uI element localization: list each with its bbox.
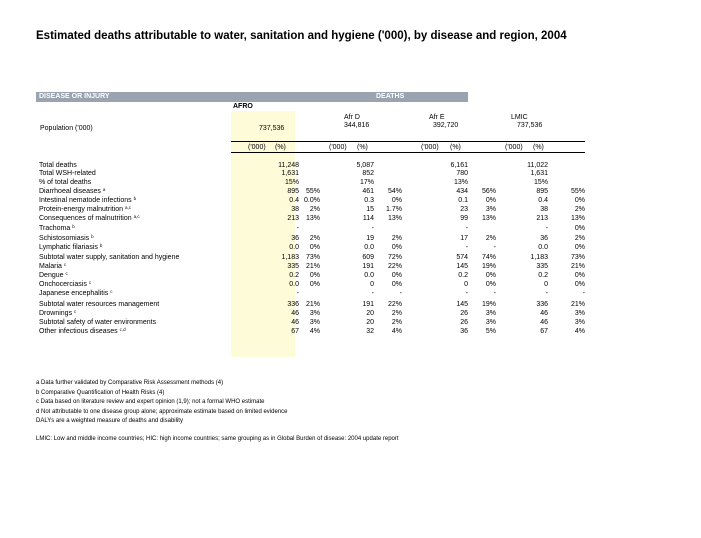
cell-percent: 74% bbox=[481, 254, 496, 261]
region-name-lmic: LMIC bbox=[511, 114, 528, 121]
footnote-marker: c bbox=[65, 271, 68, 276]
cell-deaths: 20 bbox=[366, 319, 374, 326]
footnote-marker: b bbox=[72, 224, 75, 229]
cell-deaths: 46 bbox=[291, 310, 299, 317]
cell-percent: 72% bbox=[387, 254, 402, 261]
cell-percent: 4% bbox=[574, 328, 585, 335]
note-c: c Data based on literature review and expert opinion (1,9); not a formal WHO estimate bbox=[36, 399, 265, 405]
cell-deaths: 336 bbox=[536, 301, 548, 308]
footnote-marker: c,d bbox=[119, 327, 126, 332]
row-label: Subtotal water supply, sanitation and hygiene bbox=[39, 254, 180, 261]
cell-deaths: - bbox=[296, 290, 299, 297]
row-label: Consequences of malnutrition $^{a,c}$ bbox=[39, 214, 140, 222]
cell-deaths: 145 bbox=[456, 263, 468, 270]
table-row bbox=[36, 170, 585, 178]
cell-deaths: 0 bbox=[544, 281, 548, 288]
cell-percent: 2% bbox=[391, 310, 402, 317]
population-label: Population ('000) bbox=[40, 125, 93, 132]
note-dalys: DALYs are a weighted measure of deaths and disability bbox=[36, 418, 183, 424]
unit-header-bottom-rule bbox=[231, 152, 585, 153]
cell-deaths: 17 bbox=[460, 235, 468, 242]
cell-percent: 0% bbox=[309, 244, 320, 251]
cell-deaths: 11,022 bbox=[527, 162, 548, 169]
unit-header: (%) bbox=[357, 144, 368, 151]
footnote-marker: c bbox=[63, 262, 67, 267]
cell-percent: 0% bbox=[391, 272, 402, 279]
footnote-marker: c bbox=[74, 309, 77, 314]
unit-header: ('000) bbox=[421, 144, 439, 151]
table-row bbox=[36, 263, 585, 271]
note-d: d Not attributable to one disease group alone; approximate estimate based on limited evidence bbox=[36, 409, 288, 415]
cell-percent: 3% bbox=[485, 319, 496, 326]
population-afr-e: 392,720 bbox=[433, 122, 459, 129]
cell-deaths: 1,183 bbox=[281, 254, 299, 261]
row-label: Intestinal nematode infections $^b$ bbox=[39, 196, 137, 204]
cell-percent: 2% bbox=[309, 206, 320, 213]
cell-percent: 22% bbox=[387, 301, 402, 308]
cell-deaths: 0.0 bbox=[364, 244, 374, 251]
cell-deaths: 434 bbox=[456, 188, 468, 195]
cell-deaths: 0.2 bbox=[289, 272, 299, 279]
cell-deaths: 67 bbox=[291, 328, 299, 335]
cell-deaths: 145 bbox=[456, 301, 468, 308]
cell-percent: 4% bbox=[309, 328, 320, 335]
cell-percent: 0% bbox=[485, 272, 496, 279]
cell-deaths: 0 bbox=[464, 281, 468, 288]
cell-deaths: - bbox=[296, 225, 299, 232]
footnote-marker: a,c bbox=[125, 205, 132, 210]
cell-percent: 0.0% bbox=[304, 197, 320, 204]
cell-percent: 2% bbox=[309, 235, 320, 242]
cell-percent: 21% bbox=[570, 301, 585, 308]
footnote-marker: c bbox=[88, 280, 92, 285]
footnote-marker: b bbox=[133, 196, 137, 201]
footnote-marker: b bbox=[99, 243, 103, 248]
cell-deaths: - bbox=[465, 290, 468, 297]
cell-deaths: - bbox=[545, 225, 548, 232]
cell-deaths: 0.0 bbox=[289, 281, 299, 288]
row-label: Subtotal safety of water environments bbox=[39, 319, 157, 326]
cell-percent: 1.7% bbox=[386, 206, 402, 213]
cell-deaths: - bbox=[465, 244, 468, 251]
cell-percent: 2% bbox=[485, 235, 496, 242]
unit-header: ('000) bbox=[248, 144, 266, 151]
cell-deaths: 1,631 bbox=[281, 170, 299, 177]
cell-deaths: 0.0 bbox=[289, 244, 299, 251]
table-row bbox=[36, 215, 585, 223]
cell-percent: 3% bbox=[309, 310, 320, 317]
cell-deaths: - bbox=[371, 225, 374, 232]
cell-deaths: 11,248 bbox=[278, 162, 299, 169]
row-label: Other infectious diseases $^{c,d}$ bbox=[39, 327, 126, 335]
table-row bbox=[36, 188, 585, 196]
cell-deaths: 26 bbox=[460, 310, 468, 317]
cell-deaths: 15% bbox=[533, 179, 548, 186]
cell-percent: 0% bbox=[574, 272, 585, 279]
table-row bbox=[36, 197, 585, 205]
cell-deaths: 32 bbox=[366, 328, 374, 335]
table-row bbox=[36, 225, 585, 233]
cell-percent: 13% bbox=[387, 215, 402, 222]
cell-deaths: 191 bbox=[362, 301, 374, 308]
cell-percent: 54% bbox=[387, 188, 402, 195]
row-label: Drownings $^c$ bbox=[39, 309, 77, 317]
row-label: Onchocerciasis $^c$ bbox=[39, 280, 92, 288]
cell-percent: 73% bbox=[305, 254, 320, 261]
cell-deaths: 0.1 bbox=[458, 197, 468, 204]
cell-deaths: 461 bbox=[362, 188, 374, 195]
cell-deaths: 13% bbox=[453, 179, 468, 186]
cell-deaths: 46 bbox=[291, 319, 299, 326]
cell-percent: 13% bbox=[305, 215, 320, 222]
cell-deaths: 46 bbox=[540, 319, 548, 326]
cell-percent: - bbox=[399, 290, 402, 297]
cell-percent: - bbox=[582, 290, 585, 297]
cell-percent: 3% bbox=[309, 319, 320, 326]
cell-percent: 0% bbox=[485, 197, 496, 204]
row-label: % of total deaths bbox=[39, 179, 92, 186]
cell-deaths: 852 bbox=[362, 170, 374, 177]
cell-deaths: 15% bbox=[284, 179, 299, 186]
population-lmic: 737,536 bbox=[517, 122, 543, 129]
cell-deaths: 114 bbox=[362, 215, 374, 222]
cell-deaths: 36 bbox=[460, 328, 468, 335]
cell-percent: 19% bbox=[481, 301, 496, 308]
cell-deaths: 191 bbox=[362, 263, 374, 270]
cell-deaths: 20 bbox=[366, 310, 374, 317]
cell-deaths: 19 bbox=[366, 235, 374, 242]
row-label: Total WSH-related bbox=[39, 170, 96, 177]
table-row bbox=[36, 206, 585, 214]
population-afro: 737,536 bbox=[259, 125, 285, 132]
cell-deaths: 38 bbox=[291, 206, 299, 213]
footnote-marker: b bbox=[91, 234, 94, 239]
cell-percent: 4% bbox=[391, 328, 402, 335]
cell-percent: 0% bbox=[391, 197, 402, 204]
cell-percent: - bbox=[493, 290, 496, 297]
cell-deaths: 67 bbox=[540, 328, 548, 335]
page-title: Estimated deaths attributable to water, sanitation and hygiene ('000), by disease and region, 2004 bbox=[36, 30, 567, 42]
cell-deaths: 36 bbox=[291, 235, 299, 242]
footnote-marker: a,c bbox=[133, 214, 140, 219]
cell-percent: 13% bbox=[570, 215, 585, 222]
table-row bbox=[36, 254, 585, 262]
region-name-afr-d: Afr D bbox=[344, 114, 360, 121]
cell-percent: 0% bbox=[309, 272, 320, 279]
cell-deaths: 38 bbox=[540, 206, 548, 213]
cell-percent: 55% bbox=[570, 188, 585, 195]
cell-percent: 3% bbox=[574, 310, 585, 317]
footnote-marker: a bbox=[102, 187, 106, 192]
table-row bbox=[36, 310, 585, 318]
cell-percent: 21% bbox=[570, 263, 585, 270]
cell-percent: 0% bbox=[391, 244, 402, 251]
row-label: Japanese encephalitis $^c$ bbox=[39, 289, 113, 297]
cell-percent: 0% bbox=[485, 281, 496, 288]
cell-percent: 13% bbox=[481, 215, 496, 222]
table-row bbox=[36, 281, 585, 289]
cell-deaths: 335 bbox=[536, 263, 548, 270]
cell-percent: 21% bbox=[305, 263, 320, 270]
cell-deaths: 0.0 bbox=[364, 272, 374, 279]
cell-percent: 2% bbox=[574, 206, 585, 213]
cell-percent: 0% bbox=[391, 281, 402, 288]
cell-percent: 3% bbox=[485, 310, 496, 317]
cell-deaths: - bbox=[545, 290, 548, 297]
unit-header: (%) bbox=[450, 144, 461, 151]
cell-percent: 3% bbox=[574, 319, 585, 326]
cell-deaths: 0.2 bbox=[458, 272, 468, 279]
row-label: Schistosomiasis $^b$ bbox=[39, 234, 94, 242]
cell-deaths: 17% bbox=[359, 179, 374, 186]
table-row bbox=[36, 301, 585, 309]
row-label: Lymphatic filariasis $^b$ bbox=[39, 243, 103, 251]
cell-deaths: 1,631 bbox=[530, 170, 548, 177]
cell-deaths: 0 bbox=[370, 281, 374, 288]
cell-percent: 2% bbox=[574, 235, 585, 242]
cell-deaths: 99 bbox=[460, 215, 468, 222]
cell-deaths: 46 bbox=[540, 310, 548, 317]
table-row bbox=[36, 162, 585, 170]
table-row bbox=[36, 244, 585, 252]
cell-percent: 0% bbox=[574, 197, 585, 204]
cell-deaths: 5,087 bbox=[356, 162, 374, 169]
cell-deaths: 15 bbox=[366, 206, 374, 213]
table-row bbox=[36, 319, 585, 327]
cell-percent: 73% bbox=[570, 254, 585, 261]
cell-deaths: 335 bbox=[287, 263, 299, 270]
note-a: a Data further validated by Comparative Risk Assessment methods (4) bbox=[36, 380, 224, 386]
cell-deaths: 213 bbox=[536, 215, 548, 222]
afro-label: AFRO bbox=[233, 103, 253, 110]
row-label: Trachoma $^b$ bbox=[39, 224, 75, 232]
table-row bbox=[36, 328, 585, 336]
cell-percent: 55% bbox=[305, 188, 320, 195]
cell-percent: 2% bbox=[391, 235, 402, 242]
row-label: Diarrhoeal diseases $^a$ bbox=[39, 187, 106, 195]
unit-header: ('000) bbox=[505, 144, 523, 151]
cell-percent: 56% bbox=[481, 188, 496, 195]
cell-deaths: - bbox=[371, 290, 374, 297]
row-label: Protein-energy malnutrition $^{a,c}$ bbox=[39, 205, 132, 213]
cell-deaths: 213 bbox=[287, 215, 299, 222]
note-b: b Comparative Quantification of Health Risks (4) bbox=[36, 390, 165, 396]
cell-deaths: 1,183 bbox=[530, 254, 548, 261]
cell-deaths: 36 bbox=[540, 235, 548, 242]
cell-percent: 5% bbox=[485, 328, 496, 335]
unit-header-top-rule bbox=[231, 141, 585, 142]
table-row bbox=[36, 290, 585, 298]
table-header-band bbox=[36, 92, 468, 102]
cell-percent: 19% bbox=[481, 263, 496, 270]
cell-deaths: 0.4 bbox=[538, 197, 548, 204]
cell-percent: 3% bbox=[485, 206, 496, 213]
cell-deaths: 895 bbox=[536, 188, 548, 195]
row-label: Total deaths bbox=[39, 162, 77, 169]
cell-percent: 21% bbox=[305, 301, 320, 308]
cell-percent: 0% bbox=[309, 281, 320, 288]
cell-deaths: 6,161 bbox=[450, 162, 468, 169]
cell-deaths: 26 bbox=[460, 319, 468, 326]
deaths-header: DEATHS bbox=[376, 93, 405, 100]
cell-deaths: 23 bbox=[460, 206, 468, 213]
cell-deaths: 574 bbox=[456, 254, 468, 261]
table-row bbox=[36, 235, 585, 243]
cell-deaths: 0.3 bbox=[364, 197, 374, 204]
disease-or-injury-header: DISEASE OR INJURY bbox=[39, 93, 110, 100]
row-label: Dengue $^c$ bbox=[39, 271, 68, 279]
cell-percent: 0% bbox=[574, 225, 585, 232]
cell-deaths: 0.2 bbox=[538, 272, 548, 279]
cell-percent: 0% bbox=[574, 281, 585, 288]
cell-deaths: - bbox=[465, 225, 468, 232]
population-afr-d: 344,816 bbox=[344, 122, 370, 129]
table-row bbox=[36, 179, 585, 187]
cell-percent: 22% bbox=[387, 263, 402, 270]
footnote-lmic: LMIC: Low and middle income countries; HIC: high income countries; same grouping as in Global Burden of disease: 2004 update report bbox=[36, 436, 399, 442]
cell-deaths: 780 bbox=[456, 170, 468, 177]
cell-deaths: 0.0 bbox=[538, 244, 548, 251]
cell-deaths: 609 bbox=[362, 254, 374, 261]
cell-deaths: 895 bbox=[287, 188, 299, 195]
unit-header: ('000) bbox=[329, 144, 347, 151]
footnote-marker: c bbox=[110, 289, 113, 294]
cell-percent: 0% bbox=[574, 244, 585, 251]
region-name-afr-e: Afr E bbox=[429, 114, 445, 121]
row-label: Malaria $^c$ bbox=[39, 262, 67, 270]
cell-percent: - bbox=[493, 244, 496, 251]
cell-deaths: 336 bbox=[287, 301, 299, 308]
row-label: Subtotal water resources management bbox=[39, 301, 160, 308]
unit-header: (%) bbox=[275, 144, 286, 151]
cell-deaths: 0.4 bbox=[289, 197, 299, 204]
table-row bbox=[36, 272, 585, 280]
unit-header: (%) bbox=[533, 144, 544, 151]
cell-percent: 2% bbox=[391, 319, 402, 326]
